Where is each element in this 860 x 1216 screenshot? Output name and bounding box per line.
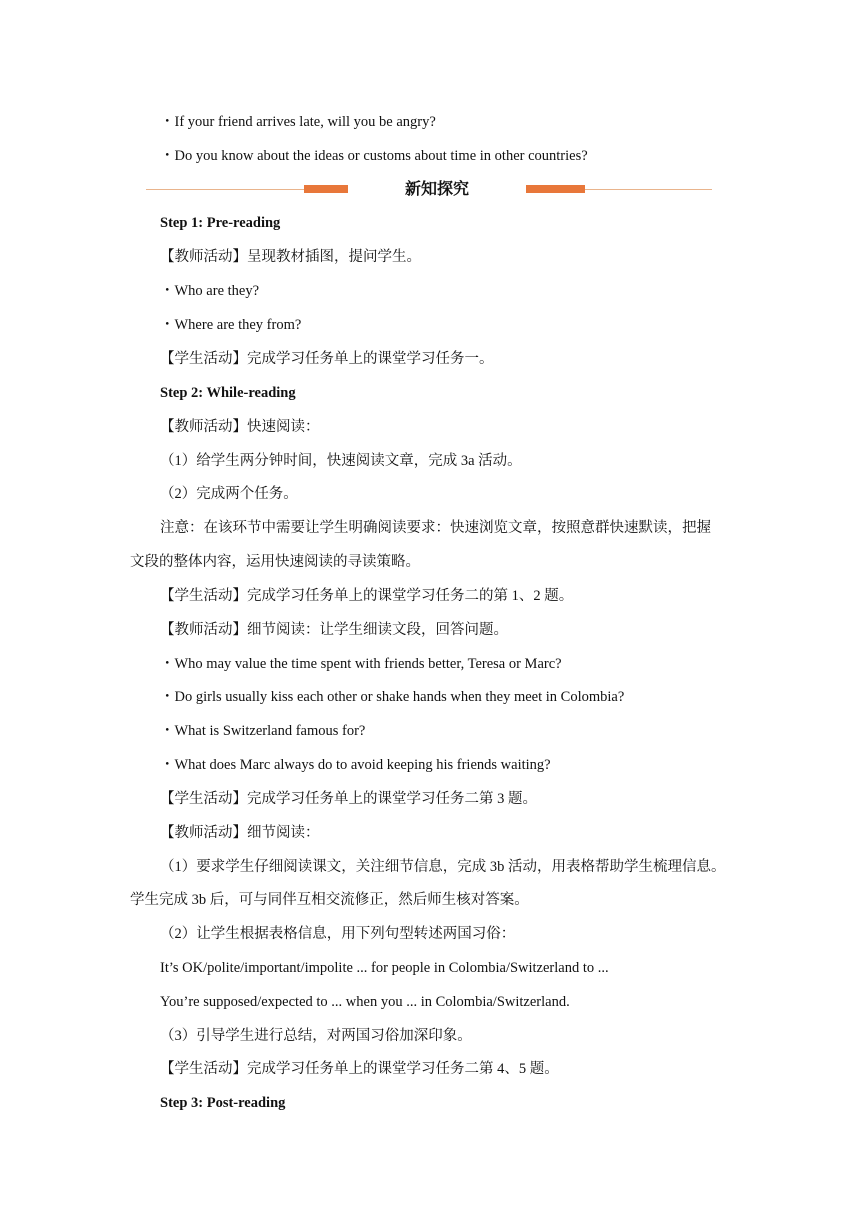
step-heading: Step 3: Post-reading [160,1095,286,1111]
numbered-item: （2）让学生根据表格信息，用下列句型转述两国习俗： [160,926,516,942]
numbered-item: （2）完成两个任务。 [160,486,298,502]
sentence-pattern: You’re supposed/expected to ... when you ... in Colombia/Switzerland. [160,994,570,1010]
numbered-item: （1）要求学生仔细阅读课文，关注细节信息，完成 3b 活动，用表格帮助学生梳理信息。 [160,859,726,875]
question-item: ・What does Marc always do to avoid keeping his friends waiting? [160,757,551,773]
question-item: ・Who may value the time spent with friends better, Teresa or Marc? [160,656,562,672]
note-paragraph-continued: 文段的整体内容，运用快速阅读的寻读策略。 [130,554,420,570]
sentence-pattern: It’s OK/polite/important/impolite ... for people in Colombia/Switzerland to ... [160,960,609,976]
question-item: ・Where are they from? [160,317,302,333]
step-heading: Step 2: While-reading [160,385,296,401]
teacher-activity: 【教师活动】呈现教材插图，提问学生。 [160,249,421,265]
question-item: ・Do girls usually kiss each other or shake hands when they meet in Colombia? [160,689,625,705]
section-accent-bar-right [526,185,585,193]
student-activity: 【学生活动】完成学习任务单上的课堂学习任务一。 [160,351,494,367]
numbered-item: （1）给学生两分钟时间，快速阅读文章，完成 3a 活动。 [160,453,522,469]
intro-question: ・If your friend arrives late, will you be angry? [160,114,436,130]
question-item: ・What is Switzerland famous for? [160,723,366,739]
student-activity: 【学生活动】完成学习任务单上的课堂学习任务二第 3 题。 [160,791,537,807]
intro-question: ・Do you know about the ideas or customs about time in other countries? [160,148,588,164]
teacher-activity: 【教师活动】细节阅读：让学生细读文段，回答问题。 [160,622,508,638]
note-paragraph: 注意：在该环节中需要让学生明确阅读要求：快速浏览文章，按照意群快速默读，把握 [160,520,711,536]
question-item: ・Who are they? [160,283,260,299]
numbered-item-continued: 学生完成 3b 后，可与同伴互相交流修正，然后师生核对答案。 [130,892,529,908]
teacher-activity: 【教师活动】细节阅读： [160,825,320,841]
section-accent-bar-left [304,185,348,193]
section-divider-right [585,189,712,190]
step-heading: Step 1: Pre-reading [160,215,281,231]
numbered-item: （3）引导学生进行总结，对两国习俗加深印象。 [160,1028,472,1044]
section-divider-left [146,189,304,190]
student-activity: 【学生活动】完成学习任务单上的课堂学习任务二第 4、5 题。 [160,1061,559,1077]
student-activity: 【学生活动】完成学习任务单上的课堂学习任务二的第 1、2 题。 [160,588,574,604]
teacher-activity: 【教师活动】快速阅读： [160,419,320,435]
section-title: 新知探究 [404,179,469,198]
